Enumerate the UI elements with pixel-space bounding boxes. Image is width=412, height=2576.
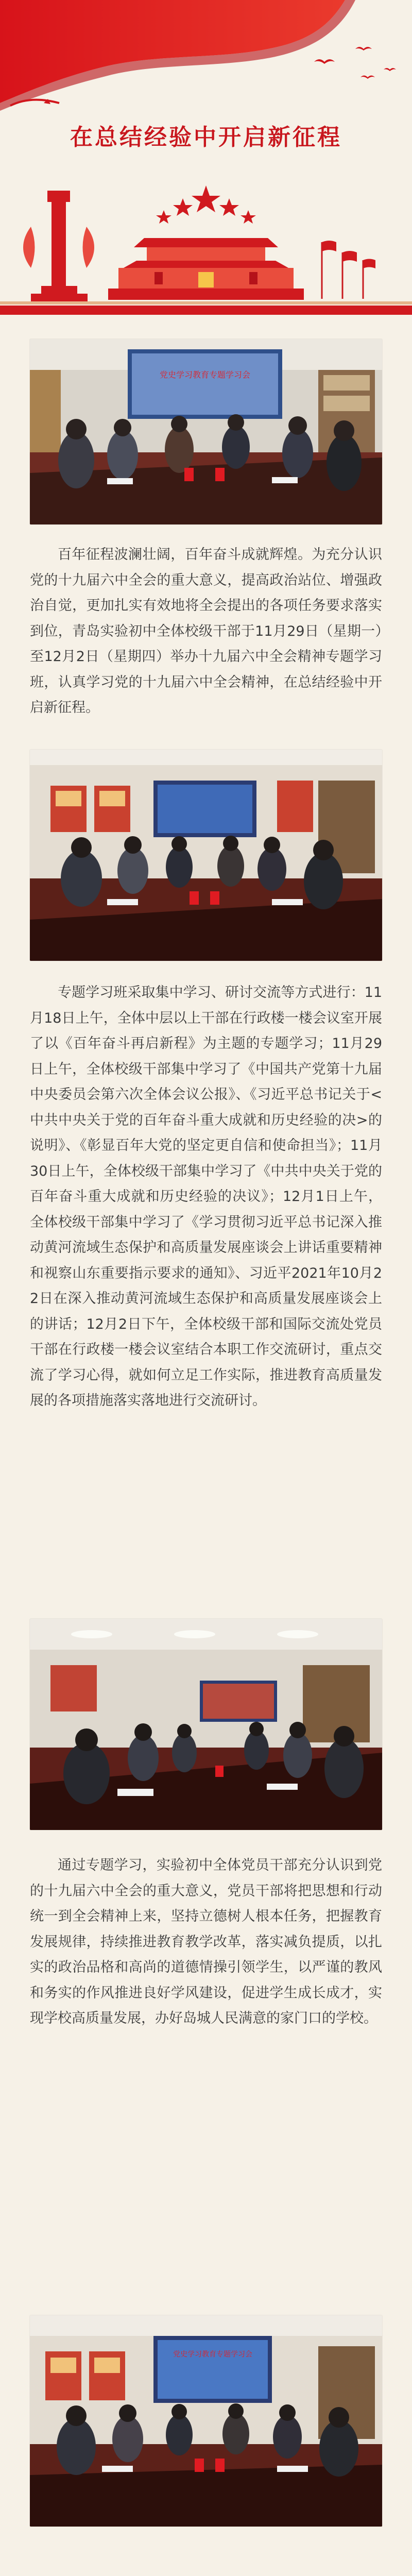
tiananmen-decoration xyxy=(0,170,412,319)
meeting-photo-2 xyxy=(30,750,382,961)
screen-banner-text-2: 党史学习教育专题学习会 xyxy=(173,2350,252,2359)
red-ribbon-decoration xyxy=(0,0,412,118)
tiananmen-gate-icon xyxy=(108,238,304,300)
page-title: 在总结经验中开启新征程 xyxy=(70,125,342,150)
meeting-photo-1 xyxy=(30,339,382,524)
meeting-photo-4 xyxy=(30,2315,382,2527)
paragraph-3: 通过专题学习，实验初中全体党员干部充分认识到党的十九届六中全会的重大意义，党员干部将把思想和行动统一到全会精神上来，坚持立德树人根本任务，把握教育发展规律，持续推进教育教学改革，落实减负提质，以扎实的政治品格和高尚的道德情操引领学生，以严谨的教风和务实的作风推进良好学风建设，促进学生成长成才，实现学校高质量发展，办好岛城人民满意的家门口的学校。 xyxy=(30,1857,382,2026)
flag-icons xyxy=(322,241,375,299)
monument-icon xyxy=(23,191,94,301)
paragraph-2: 专题学习班采取集中学习、研讨交流等方式进行：11月18日上午，全体中层以上干部在行政楼一楼会议室开展了以《百年奋斗再启新程》为主题的专题学习；11月29日上午，全体校级干部集中学习了《中国共产党第十九届中央委员会第六次全体会议公报》、《习近平总书记关于<中共中央关于党的百年奋斗重大成就和历史经验的决>的说明》、《彰显百年大党的坚定更自信和使命担当》；11月30日上午，全体校级干部集中学习了《中共中央关于党的百年奋斗重大成就和历史经验的决议》；12月1日上午，全体校级干部集中学习了《学习贯彻习近平总书记深入推动黄河流域生态保护和高质量发展座谈会上讲话重要精神和视察山东重要指示要求的通知》、习近平2021年10月22日在深入推动黄河流域生态保护和高质量发展座谈会上的讲话；12月2日下午，全体校级干部和国际交流处党员干部在行政楼一楼会议室结合本职工作交流研讨，重点交流了学习心得，就如何立足工作实际，推进教育高质量发展的各项措施落实落地进行交流研讨。 xyxy=(30,985,382,1409)
header-banner xyxy=(0,0,412,319)
screen-banner-text: 党史学习教育专题学习会 xyxy=(159,370,251,380)
star-icons xyxy=(156,185,256,224)
meeting-photo-3 xyxy=(30,1619,382,1830)
paragraph-1: 百年征程波澜壮阔，百年奋斗成就辉煌。为充分认识党的十九届六中全会的重大意义，提高政治站位、增强政治自觉，更加扎实有效地将全会提出的各项任务要求落实到位，青岛实验初中全体校级干部于11月29日（星期一）至12月2日（星期四）举办十九届六中全会精神专题学习班，认真学习党的十九届六中全会精神，在总结经验中开启新征程。 xyxy=(30,547,382,716)
